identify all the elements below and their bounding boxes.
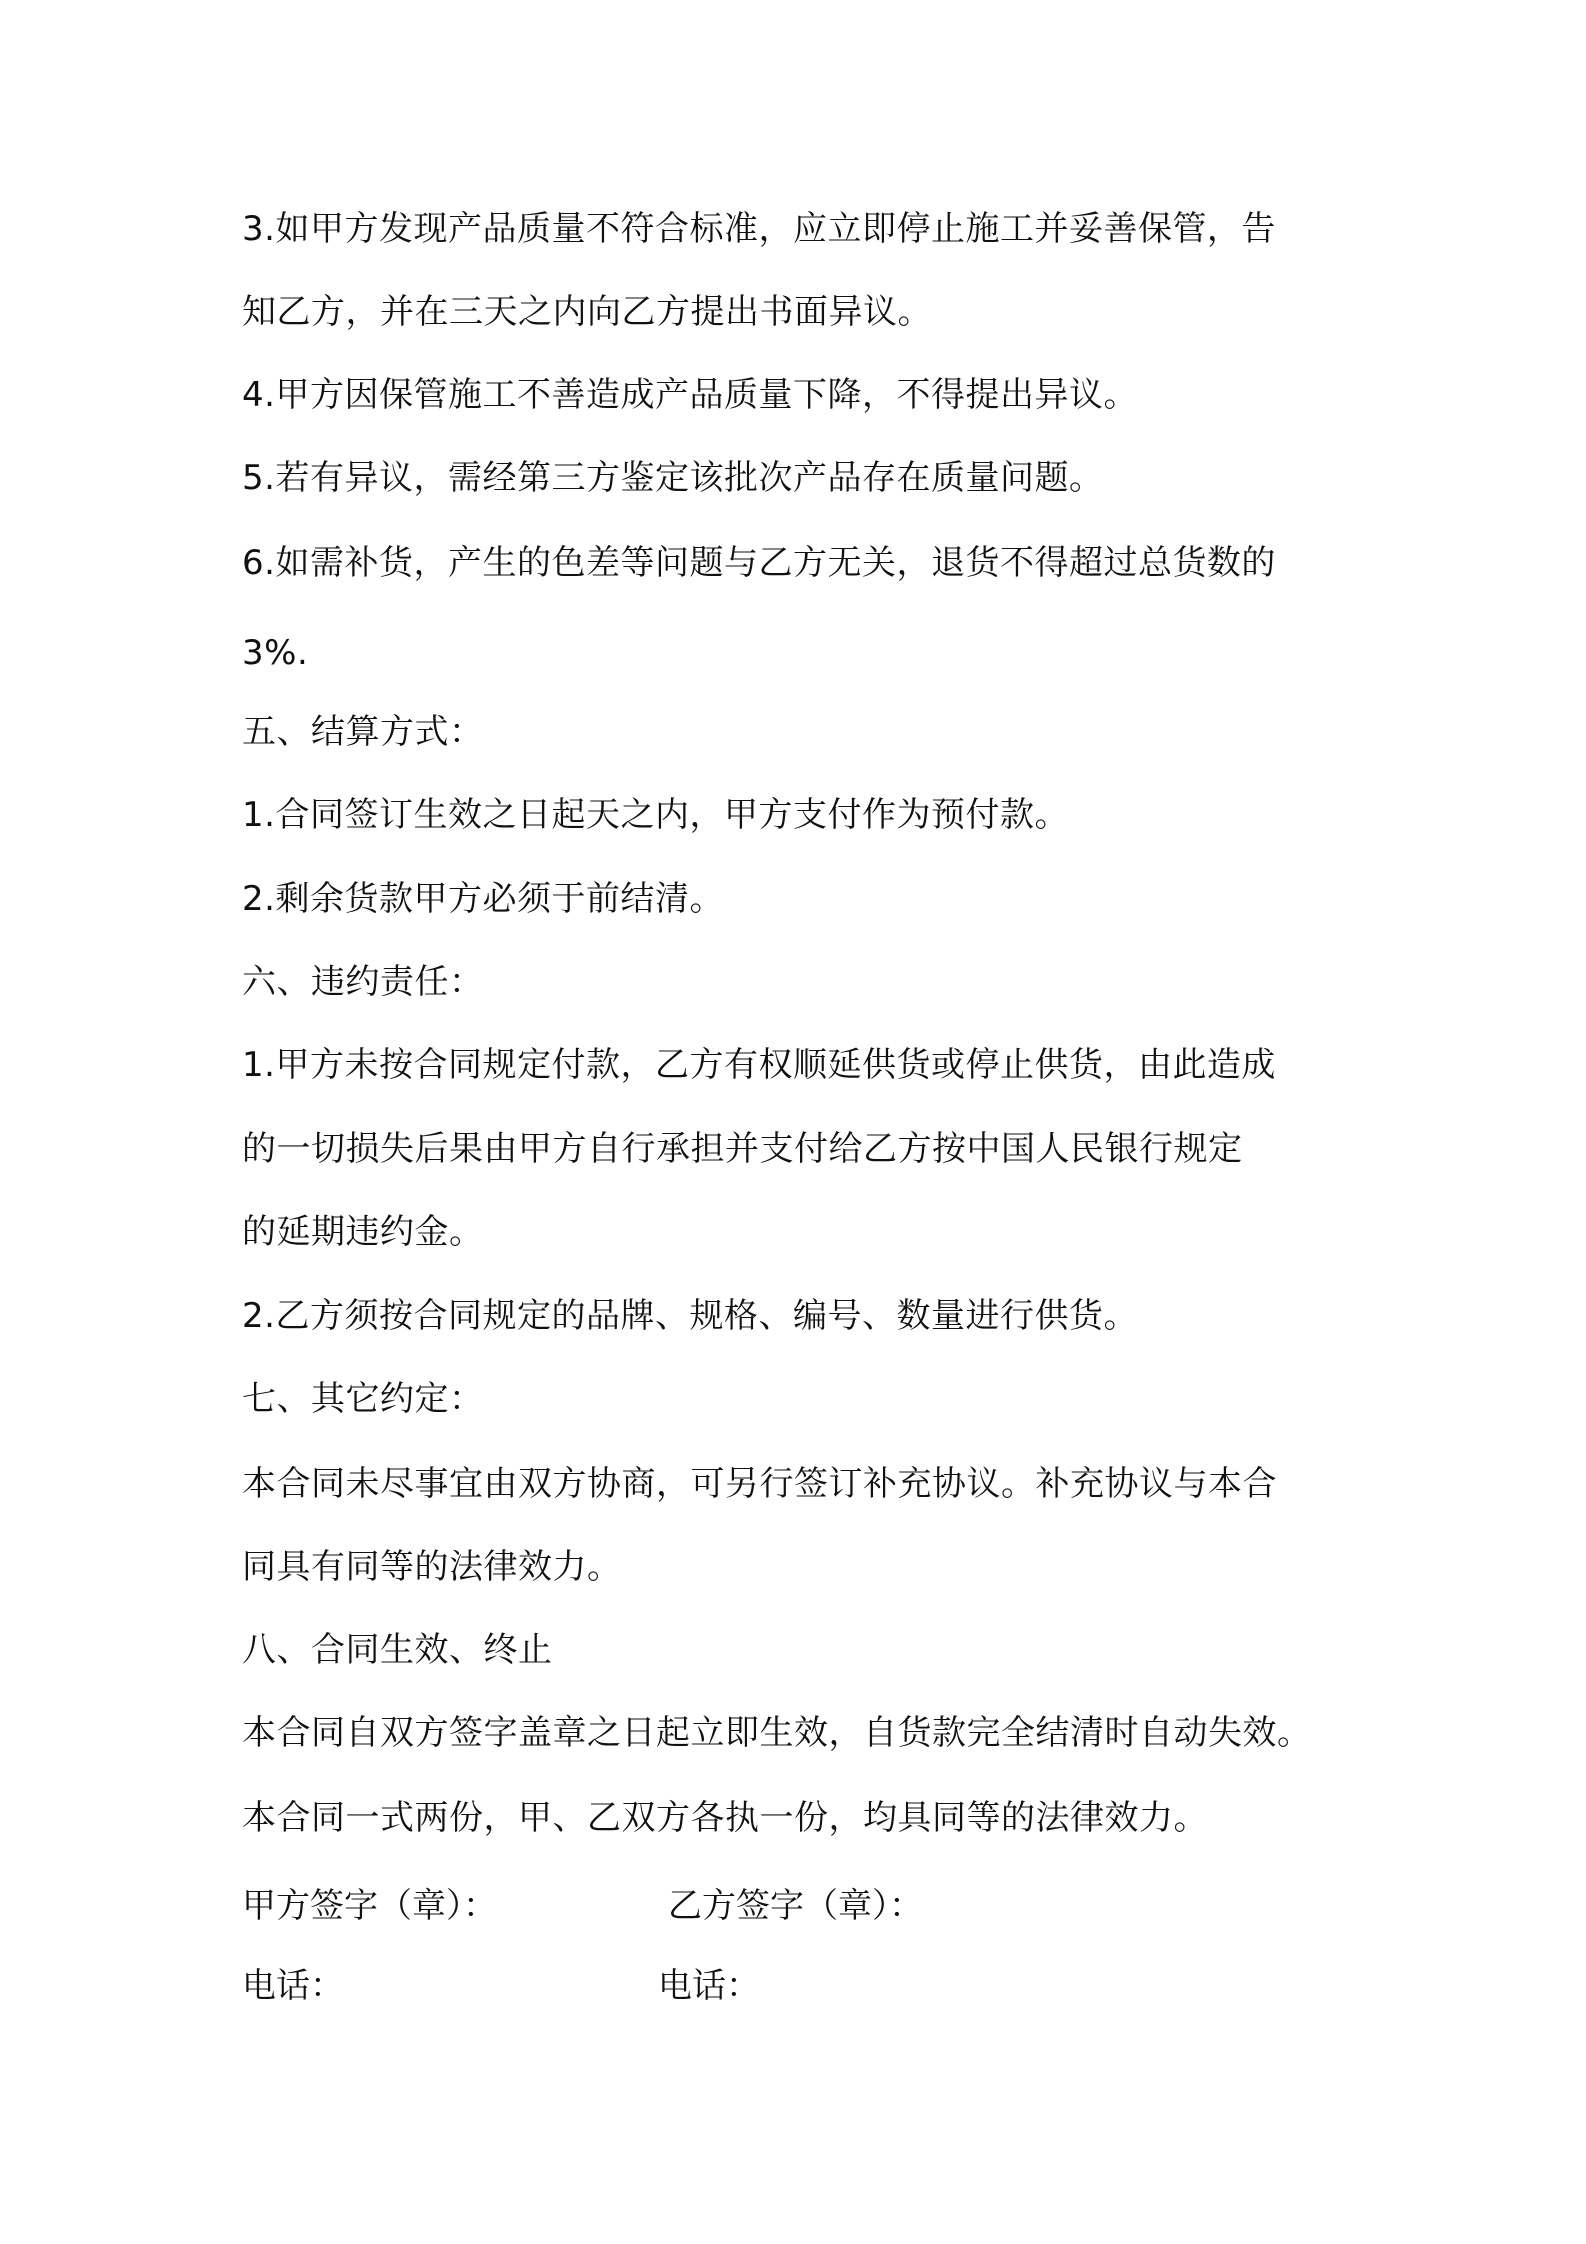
section-5-heading: 五、结算方式：: [242, 712, 484, 752]
section-7-heading: 七、其它约定：: [242, 1379, 484, 1419]
clause-4-4: 4.甲方因保管施工不善造成产品质量下降，不得提出异议。: [242, 375, 1138, 415]
clause-6-1-line-2: 的一切损失后果由甲方自行承担并支付给乙方按中国人民银行规定: [242, 1129, 1243, 1169]
party-a-signature-label: 甲方签字（章）：: [242, 1886, 497, 1926]
clause-6-2: 2.乙方须按合同规定的品牌、规格、编号、数量进行供货。: [242, 1296, 1138, 1336]
section-8-heading: 八、合同生效、终止: [242, 1630, 553, 1670]
clause-5-1: 1.合同签订生效之日起天之内，甲方支付作为预付款。: [242, 795, 1069, 835]
section-8-body-line-1: 本合同自双方签字盖章之日起立即生效，自货款完全结清时自动失效。: [242, 1713, 1312, 1753]
section-7-body-line-2: 同具有同等的法律效力。: [242, 1547, 622, 1587]
section-8-body-line-2: 本合同一式两份，甲、乙双方各执一份，均具同等的法律效力。: [242, 1798, 1208, 1838]
clause-4-6-line-2: 3%.: [242, 633, 309, 673]
party-b-signature-label: 乙方签字（章）：: [668, 1886, 923, 1926]
section-7-body-line-1: 本合同未尽事宜由双方协商，可另行签订补充协议。补充协议与本合: [242, 1464, 1277, 1504]
clause-4-3-line-1: 3.如甲方发现产品质量不符合标准，应立即停止施工并妥善保管，告: [242, 209, 1276, 249]
party-a-phone-label: 电话：: [242, 1966, 344, 2006]
section-6-heading: 六、违约责任：: [242, 962, 484, 1002]
clause-4-6-line-1: 6.如需补货，产生的色差等问题与乙方无关，退货不得超过总货数的: [242, 543, 1276, 583]
clause-5-2: 2.剩余货款甲方必须于前结清。: [242, 879, 724, 919]
party-b-phone-label: 电话：: [658, 1966, 760, 2006]
clause-6-1-line-1: 1.甲方未按合同规定付款，乙方有权顺延供货或停止供货，由此造成: [242, 1045, 1276, 1085]
clause-4-5: 5.若有异议，需经第三方鉴定该批次产品存在质量问题。: [242, 458, 1104, 498]
clause-6-1-line-3: 的延期违约金。: [242, 1212, 484, 1252]
clause-4-3-line-2: 知乙方，并在三天之内向乙方提出书面异议。: [242, 292, 932, 332]
